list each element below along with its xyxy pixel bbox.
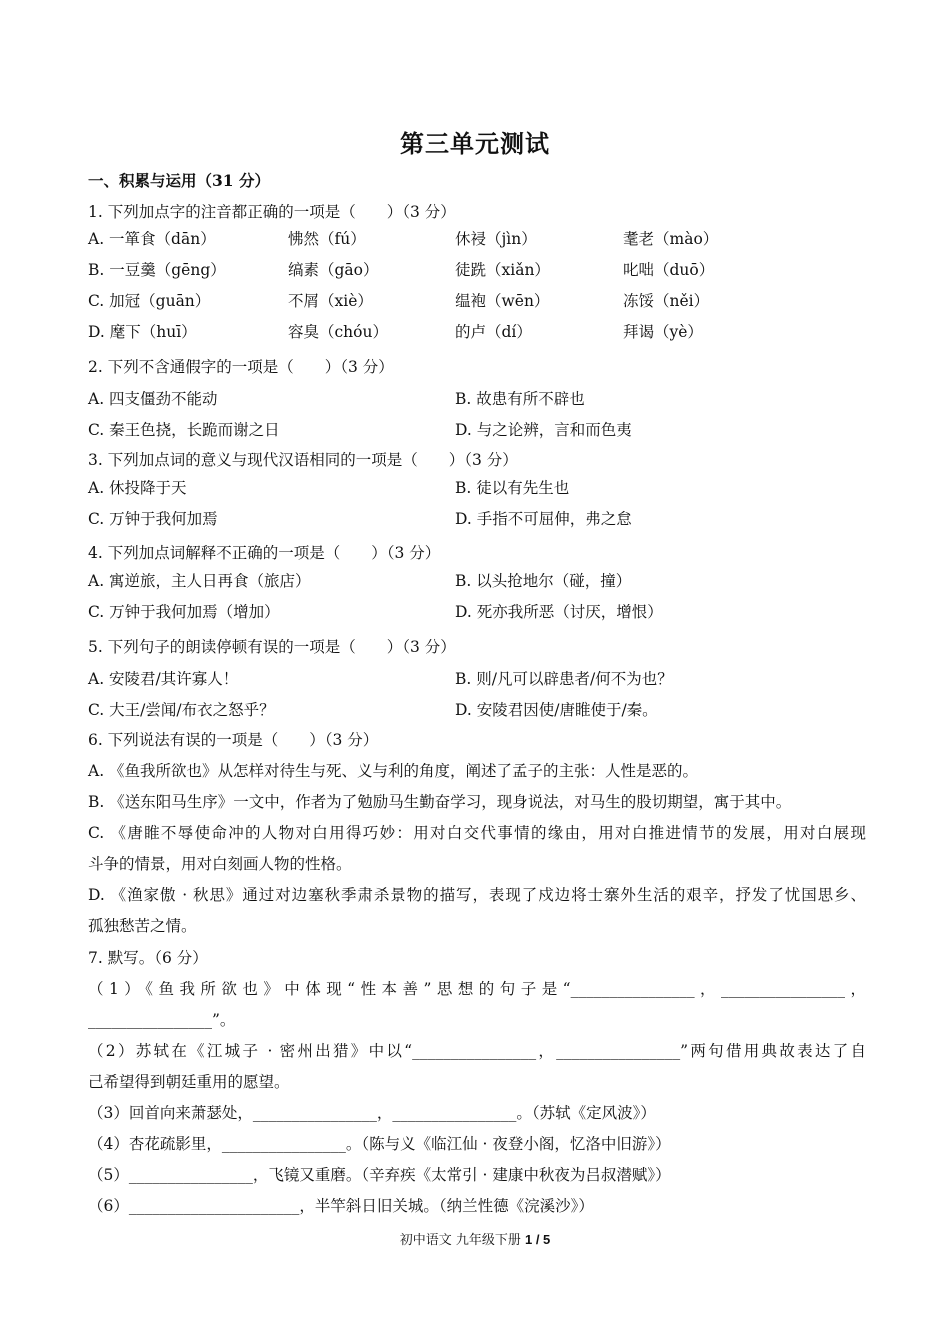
section-heading: 一、积累与运用（31 分） [88, 171, 270, 190]
option-b: B. 《送东阳马生序》一文中，作者为了勉励马生勤奋学习，现身说法，对马生的股切期望，寓于其中。 [88, 793, 792, 811]
fill-blank-1-line1: （1）《鱼我所欲也》中体现“性本善”思想的句子是“________________，________________， [88, 980, 866, 998]
option-a: A. 《鱼我所欲也》从怎样对待生与死、义与利的角度，阐述了孟子的主张：人性是恶的。 [88, 762, 699, 780]
option-cell: B. 则/凡可以辟患者/何不为也？ [455, 670, 673, 688]
question-5-row-ab [88, 667, 868, 689]
option-cell: C. 大王/尝闻/布衣之怒乎？ [88, 701, 275, 719]
page-title: 第三单元测试 [400, 129, 550, 158]
option-cell: 拜谒（yè） [623, 323, 703, 341]
fill-blank-1-line2: ________________”。 [88, 1011, 236, 1029]
option-cell: D. 与之论辨，言和而色夷 [455, 421, 632, 439]
question-3-row-ab [88, 476, 868, 498]
question-2-row-ab [88, 387, 868, 409]
option-cell: A. 休投降于天 [88, 479, 187, 497]
option-cell: 怫然（fú） [288, 230, 366, 248]
fill-blank-3: （3）回首向来萧瑟处，________________，________________。（苏轼《定风波》） [88, 1104, 656, 1122]
fill-blank-5: （5）________________，飞镜又重磨。（辛弃疾《太常引 · 建康中秋夜为吕叔潜赋》） [88, 1166, 671, 1184]
option-cell: A. 四支僵劲不能动 [88, 390, 218, 408]
option-cell: D. 麾下（huī） [88, 323, 197, 341]
option-cell: 缟素（gāo） [288, 261, 379, 279]
option-cell: A. 一箪食（dān） [88, 230, 216, 248]
question-1-row-b [88, 258, 868, 280]
question-2-row-cd [88, 418, 868, 440]
option-cell: 休祲（jìn） [455, 230, 537, 248]
option-cell: 耄老（mào） [623, 230, 719, 248]
page-footer [0, 1229, 950, 1248]
option-cell: B. 以头抢地尔（碰，撞） [455, 572, 632, 590]
option-cell: D. 手指不可屈伸，弗之怠 [455, 510, 632, 528]
option-cell: A. 安陵君/其许寡人！ [88, 670, 239, 688]
option-cell: 不屑（xiè） [288, 292, 373, 310]
option-d-line2: 孤独愁苦之情。 [88, 917, 197, 935]
question-7-stem: 7. 默写。（6 分） [88, 949, 208, 967]
option-cell: C. 万钟于我何加焉 [88, 510, 218, 528]
option-cell: 冻馁（něi） [623, 292, 710, 310]
question-2-stem: 2. 下列不含通假字的一项是（ ）（3 分） [88, 358, 394, 376]
footer-text: 初中语文 九年级下册 [399, 1233, 525, 1248]
option-cell: 缊袍（wēn） [455, 292, 550, 310]
question-3-stem: 3. 下列加点词的意义与现代汉语相同的一项是（ ）（3 分） [88, 451, 518, 469]
question-6-stem: 6. 下列说法有误的一项是（ ）（3 分） [88, 731, 379, 749]
option-cell: C. 秦王色挠，长跪而谢之日 [88, 421, 280, 439]
question-6-options [88, 756, 866, 942]
option-d-line1: D. 《渔家傲 · 秋思》通过对边塞秋季肃杀景物的描写，表现了戍边将士寨外生活的艰辛，抒发了忧国思乡、 [88, 886, 866, 904]
option-cell: A. 寓逆旅，主人日再食（旅店） [88, 572, 311, 590]
option-cell: 叱咄（duō） [623, 261, 715, 279]
fill-blank-2-line1: （2）苏轼在《江城子 · 密州出猎》中以“________________，________________”两句借用典故表达了自 [88, 1042, 866, 1060]
fill-blank-2-line2: 己希望得到朝廷重用的愿望。 [88, 1073, 290, 1091]
question-4-row-cd [88, 600, 868, 622]
option-cell: C. 加冠（guān） [88, 292, 211, 310]
fill-blank-4: （4）杏花疏影里，________________。（陈与义《临江仙 · 夜登小阁，忆洛中旧游》） [88, 1135, 671, 1153]
option-cell: 的卢（dí） [455, 323, 532, 341]
question-4-row-ab [88, 569, 868, 591]
option-cell: B. 一豆羹（gēng） [88, 261, 226, 279]
question-1-row-a [88, 227, 868, 249]
option-c-line1: C. 《唐睢不辱使命冲的人物对白用得巧妙：用对白交代事情的缘由，用对白推进情节的发展，用对白展现 [88, 824, 866, 842]
question-3-row-cd [88, 507, 868, 529]
option-cell: D. 死亦我所恶（讨厌，增恨） [455, 603, 663, 621]
question-4-stem: 4. 下列加点词解释不正确的一项是（ ）（3 分） [88, 544, 441, 562]
question-5-stem: 5. 下列句子的朗读停顿有误的一项是（ ）（3 分） [88, 638, 456, 656]
option-cell: B. 故患有所不辟也 [455, 390, 585, 408]
question-5-row-cd [88, 698, 868, 720]
question-1-row-d [88, 320, 868, 342]
option-cell: C. 万钟于我何加焉（增加） [88, 603, 280, 621]
option-cell: 容臭（chóu） [288, 323, 388, 341]
option-cell: B. 徒以有先生也 [455, 479, 570, 497]
page-number: 1 / 5 [524, 1232, 551, 1247]
question-1-row-c [88, 289, 868, 311]
fill-blank-6: （6）______________________，半竿斜日旧关城。（纳兰性德《浣溪沙》） [88, 1197, 594, 1215]
question-7-items [88, 974, 866, 1222]
option-cell: D. 安陵君因使/唐睢使于/秦。 [455, 701, 658, 719]
option-cell: 徒跣（xiǎn） [455, 261, 550, 279]
option-c-line2: 斗争的情景，用对白刻画人物的性格。 [88, 855, 352, 873]
question-1-stem: 1. 下列加点字的注音都正确的一项是（ ）（3 分） [88, 203, 456, 221]
